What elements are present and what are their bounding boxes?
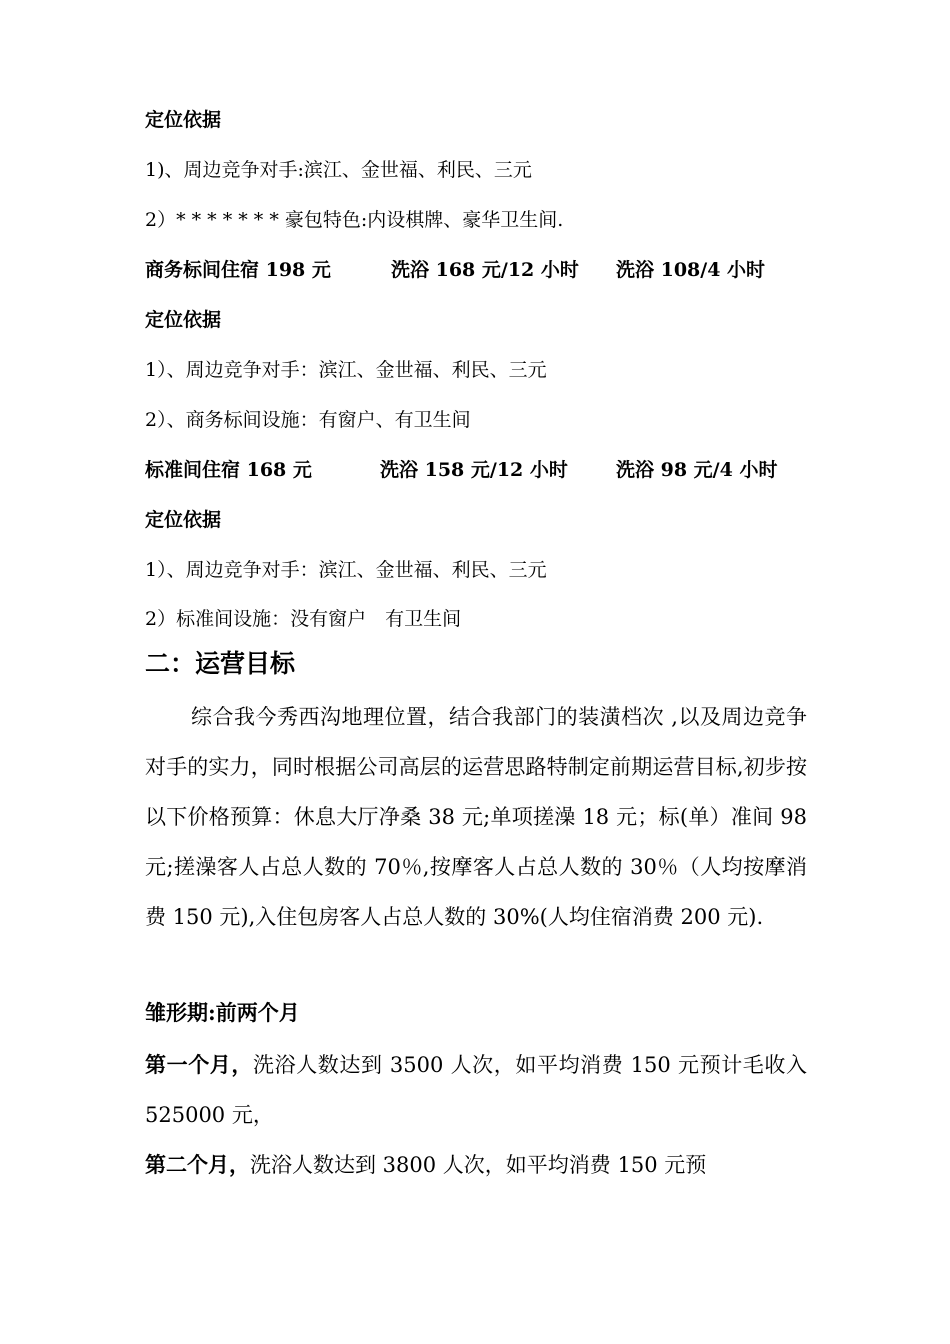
- basis-item: 1）、周边竞争对手：滨江、金世福、利民、三元: [145, 559, 547, 581]
- month-2-body: 洗浴人数达到 3800 人次，如平均消费 150 元预: [250, 1153, 707, 1177]
- basis-item: 2）* * * * * * * 豪包特色:内设棋牌、豪华卫生间.: [145, 209, 564, 231]
- phase-label: 雏形期:前两个月: [145, 1000, 300, 1025]
- operations-paragraph: 综合我今秀西沟地理位置，结合我部门的装潢档次 ,以及周边竞争对手的实力，同时根据公司高层的运营思路特制定前期运营目标,初步按以下价格预算：休息大厅净桑 38 元;单项搓澡 18 元；标(单）准间 98 元;搓澡客人占总人数的 70％,按摩客人占总人数的 30％（人均按摩消费 150 元),入住包房客人占总人数的 30%(人均住宿消费 200 元).: [145, 705, 807, 929]
- basis-item: 1)、周边竞争对手:滨江、金世福、利民、三元: [145, 159, 532, 181]
- basis-heading: 定位依据: [145, 309, 222, 331]
- month-1-label: 第一个月，: [145, 1052, 253, 1077]
- price-bath-4h: 洗浴 108/4 小时: [616, 259, 766, 281]
- basis-item: 1）、周边竞争对手：滨江、金世福、利民、三元: [145, 359, 547, 381]
- month-2-text: [145, 1140, 807, 1190]
- month-2-label: 第二个月，: [145, 1152, 250, 1177]
- price-row: [145, 257, 765, 283]
- month-1-text: [145, 1040, 807, 1140]
- section-title: 二：运营目标: [145, 649, 296, 678]
- basis-item: 2）标准间设施：没有窗户 有卫生间: [145, 608, 462, 630]
- basis-item: 2）、商务标间设施：有窗户、有卫生间: [145, 409, 471, 431]
- month-1-body: 洗浴人数达到 3500 人次，如平均消费 150 元预计毛收入 525000 元，: [145, 1053, 807, 1127]
- basis-heading: 定位依据: [145, 509, 222, 531]
- price-bath-4h: 洗浴 98 元/4 小时: [616, 459, 778, 481]
- price-room: 商务标间住宿 198 元: [145, 259, 331, 281]
- basis-heading: 定位依据: [145, 109, 222, 131]
- price-row: [145, 457, 777, 483]
- price-bath-12h: 洗浴 168 元/12 小时: [391, 259, 579, 281]
- price-room: 标准间住宿 168 元: [145, 459, 312, 481]
- price-bath-12h: 洗浴 158 元/12 小时: [380, 459, 568, 481]
